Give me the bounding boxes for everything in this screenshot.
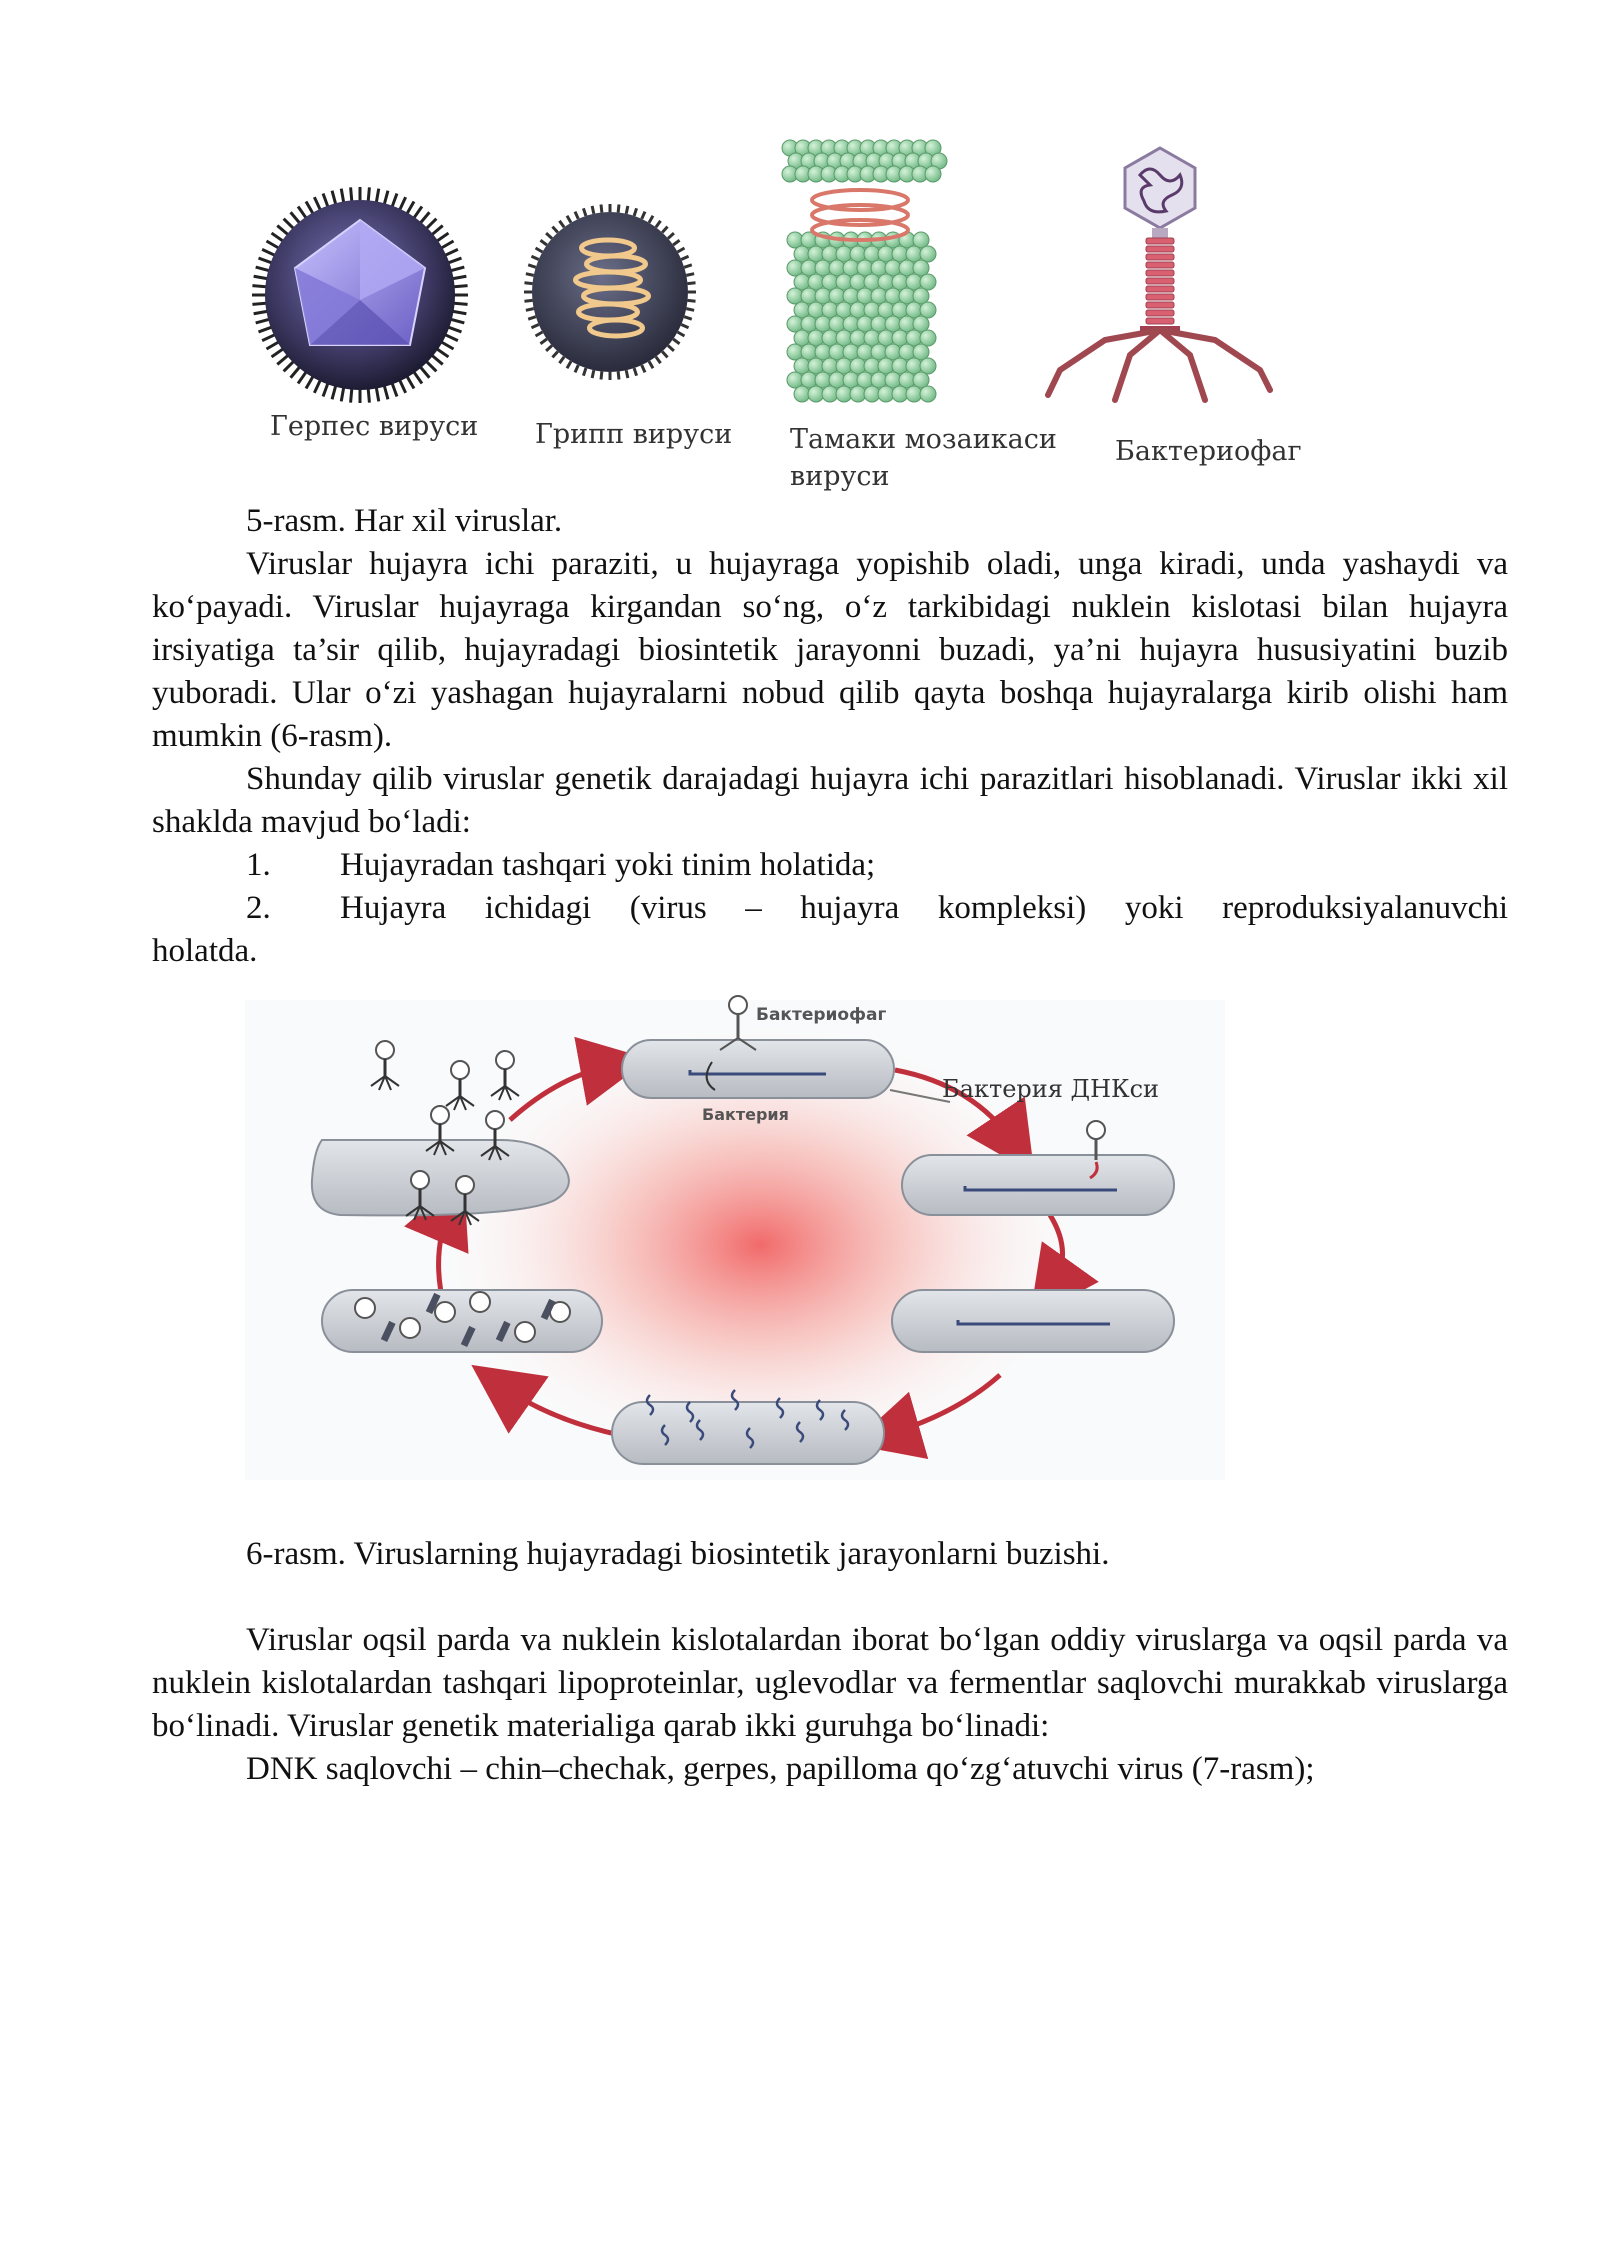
bacterial-dna-label: Бактерия ДНКси [942, 1075, 1160, 1103]
herpes-label: Герпес вируси [270, 411, 479, 442]
paragraph-2: Shunday qilib viruslar genetik darajadagi hujayra ichi parazitlari hisoblanadi. Viruslar ikki xil shaklda mavjud bo‘ladi: [152, 761, 1508, 840]
text-block-bottom [152, 1533, 1508, 1791]
figure-5-caption: 5-rasm. Har xil viruslar. [246, 503, 563, 539]
tobacco-label-line1: Тамаки мозаикаси [790, 424, 1057, 455]
influenza-label: Грипп вируси [535, 419, 733, 450]
list-item-1 [152, 844, 1508, 887]
list-continuation: holatda. [152, 933, 258, 969]
text-block-top [152, 500, 1508, 973]
figure-6-caption: 6-rasm. Viruslarning hujayradagi biosintetik jarayonlarni buzishi. [246, 1536, 1110, 1572]
paragraph-1: Viruslar hujayra ichi paraziti, u hujayraga yopishib oladi, unga kiradi, unda yashaydi va ko‘payadi. Viruslar hujayraga kirgandan so‘ng, o‘z tarkibidagi nuklein kislotasi bilan hujayra irsiyatiga ta’sir qilib, hujayradagi biosintetik jarayonni buzadi, ya’ni hujayra hususiyatini buzib yuboradi. Ular o‘zi yashagan hujayralarni nobud qilib qayta boshqa hujayralarga kirib olishi ham mumkin (6-rasm). [152, 546, 1508, 754]
bacterium-label: Бактерия [702, 1105, 789, 1124]
list-number: 1. [246, 847, 271, 883]
spacer [152, 1576, 1508, 1619]
bacterium-cell-bottom [612, 1390, 884, 1464]
bacterium-cell-right-bottom [892, 1290, 1174, 1352]
list-item-2 [152, 887, 1508, 930]
tobacco-mosaic-virus-icon [782, 140, 947, 402]
tobacco-label-line2: вируси [790, 461, 890, 492]
paragraph-3: Viruslar oqsil parda va nuklein kislotalardan iborat bo‘lgan oddiy viruslarga va oqsil parda va nuklein kislotalardan tashqari lipoproteinlar, uglevodlar va fermentlar saqlovchi murakkab viruslarga bo‘linadi. Viruslar genetik materialiga qarab ikki guruhga bo‘linadi: [152, 1622, 1508, 1744]
bacterium-cell-left-bottom [322, 1290, 602, 1352]
paragraph-4: DNK saqlovchi – chin–chechak, gerpes, papilloma qo‘zg‘atuvchi virus (7-rasm); [246, 1751, 1315, 1787]
phage-label: Бактериофаг [1115, 436, 1302, 467]
herpes-virus-icon [252, 187, 468, 403]
phage-label: Бактериофаг [756, 1005, 887, 1025]
figure-6-lytic-cycle [0, 990, 1600, 1510]
bacteriophage-icon [1048, 148, 1270, 400]
figure-5-viruses [0, 0, 1600, 500]
list-text: Hujayradan tashqari yoki tinim holatida; [340, 847, 876, 883]
list-number: 2. [246, 890, 271, 926]
influenza-virus-icon [524, 204, 696, 380]
list-text: Hujayra ichidagi (virus – hujayra kompleksi) yoki reproduksiyalanuvchi [340, 890, 1508, 926]
